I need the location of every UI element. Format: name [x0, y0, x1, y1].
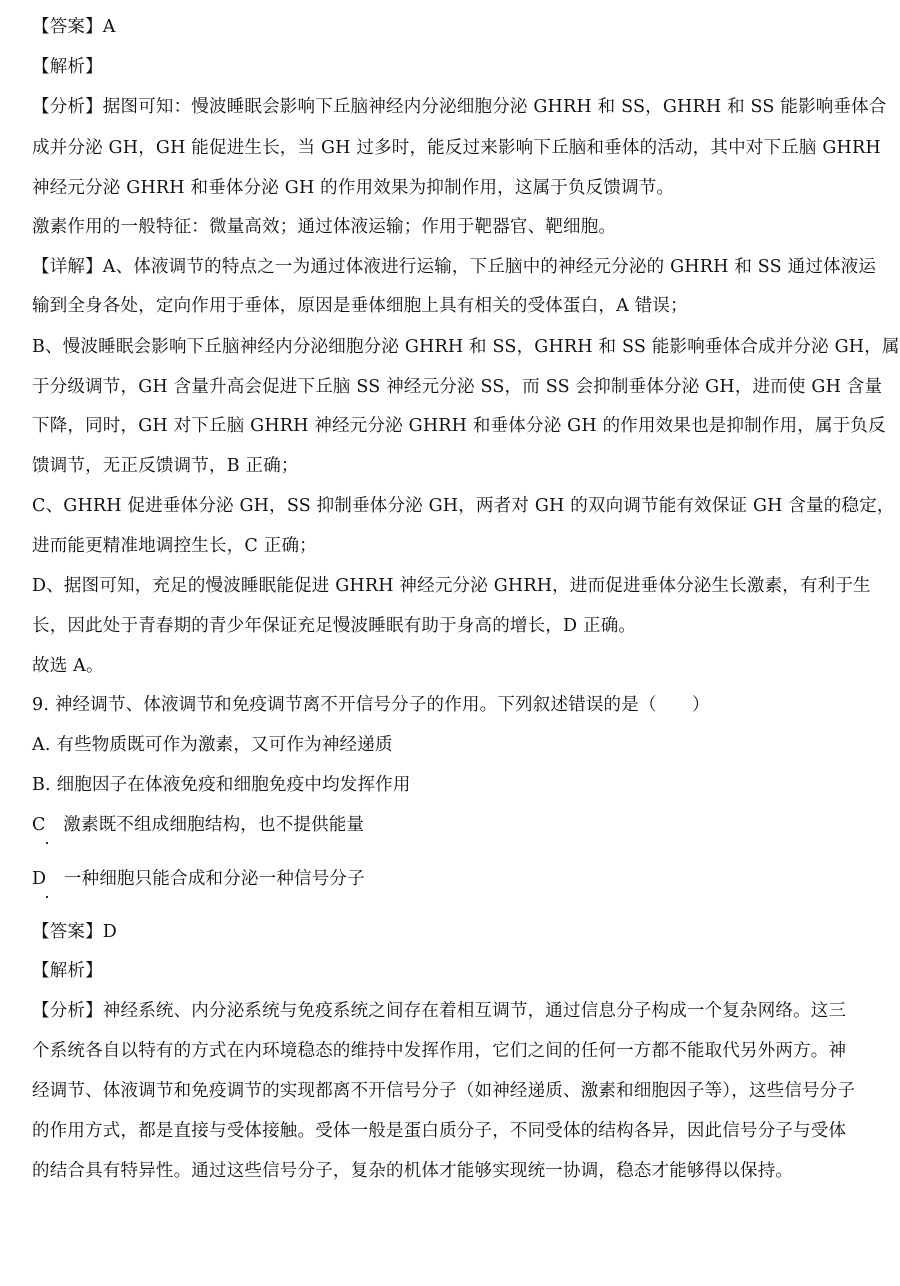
detail-line: 进而能更精准地调控生长，C 正确； — [32, 536, 317, 556]
analysis-line: 的结合具有特异性。通过这些信号分子，复杂的机体才能够实现统一协调，稳态才能够得以保持。 — [32, 1161, 794, 1181]
detail-line: 下降，同时，GH 对下丘脑 GHRH 神经元分泌 GHRH 和垂体分泌 GH 的作用效果也是抑制作用，属于负反 — [32, 416, 886, 436]
analysis-line: 【分析】据图可知：慢波睡眠会影响下丘脑神经内分泌细胞分泌 GHRH 和 SS，GHRH 和 SS 能影响垂体合 — [32, 97, 887, 117]
detail-line: C、GHRH 促进垂体分泌 GH，SS 抑制垂体分泌 GH，两者对 GH 的双向调节能有效保证 GH 含量的稳定， — [32, 496, 895, 516]
question-stem: 9. 神经调节、体液调节和免疫调节离不开信号分子的作用。下列叙述错误的是（ ） — [32, 695, 710, 715]
detail-line: 【详解】A、体液调节的特点之一为通过体液进行运输，下丘脑中的神经元分泌的 GHRH 和 SS 通过体液运 — [32, 257, 877, 277]
stray-dot — [46, 842, 48, 844]
option-a: A. 有些物质既可作为激素，又可作为神经递质 — [32, 735, 393, 755]
detail-line: 长，因此处于青春期的青少年保证充足慢波睡眠有助于身高的增长，D 正确。 — [32, 616, 637, 636]
analysis-line: 成并分泌 GH，GH 能促进生长，当 GH 过多时，能反过来影响下丘脑和垂体的活动，其中对下丘脑 GHRH — [32, 138, 881, 158]
answer-line-2: 【答案】D — [32, 922, 118, 942]
option-d: D 一种细胞只能合成和分泌一种信号分子 — [32, 869, 365, 889]
analysis-heading-2: 【解析】 — [32, 961, 103, 981]
analysis-line: 神经元分泌 GHRH 和垂体分泌 GH 的作用效果为抑制作用，这属于负反馈调节。 — [32, 178, 675, 198]
detail-line: 馈调节，无正反馈调节，B 正确； — [32, 456, 299, 476]
answer-line-1: 【答案】A — [32, 17, 116, 37]
option-b: B. 细胞因子在体液免疫和细胞免疫中均发挥作用 — [32, 775, 411, 795]
analysis-line: 【分析】神经系统、内分泌系统与免疫系统之间存在着相互调节，通过信息分子构成一个复杂网络。这三 — [32, 1001, 847, 1021]
detail-line: D、据图可知，充足的慢波睡眠能促进 GHRH 神经元分泌 GHRH，进而促进垂体分泌生长激素，有利于生 — [32, 576, 871, 596]
analysis-line: 的作用方式，都是直接与受体接触。受体一般是蛋白质分子，不同受体的结构各异，因此信号分子与受体 — [32, 1121, 847, 1141]
option-c: C 激素既不组成细胞结构，也不提供能量 — [32, 815, 365, 835]
detail-line: 于分级调节，GH 含量升高会促进下丘脑 SS 神经元分泌 SS，而 SS 会抑制垂体分泌 GH，进而使 GH 含量 — [32, 377, 883, 397]
analysis-line: 个系统各自以特有的方式在内环境稳态的维持中发挥作用，它们之间的任何一方都不能取代另外两方。神 — [32, 1041, 847, 1061]
detail-line: B、慢波睡眠会影响下丘脑神经内分泌细胞分泌 GHRH 和 SS，GHRH 和 SS 能影响垂体合成并分泌 GH，属 — [32, 337, 900, 357]
analysis-heading-1: 【解析】 — [32, 57, 103, 77]
detail-line: 输到全身各处，定向作用于垂体，原因是垂体细胞上具有相关的受体蛋白，A 错误； — [32, 296, 688, 316]
stray-dot — [46, 896, 48, 898]
analysis-line: 经调节、体液调节和免疫调节的实现都离不开信号分子（如神经递质、激素和细胞因子等），这些信号分子 — [32, 1081, 856, 1101]
conclusion-line: 故选 A。 — [32, 656, 104, 676]
analysis-line: 激素作用的一般特征：微量高效；通过体液运输；作用于靶器官、靶细胞。 — [32, 217, 617, 237]
